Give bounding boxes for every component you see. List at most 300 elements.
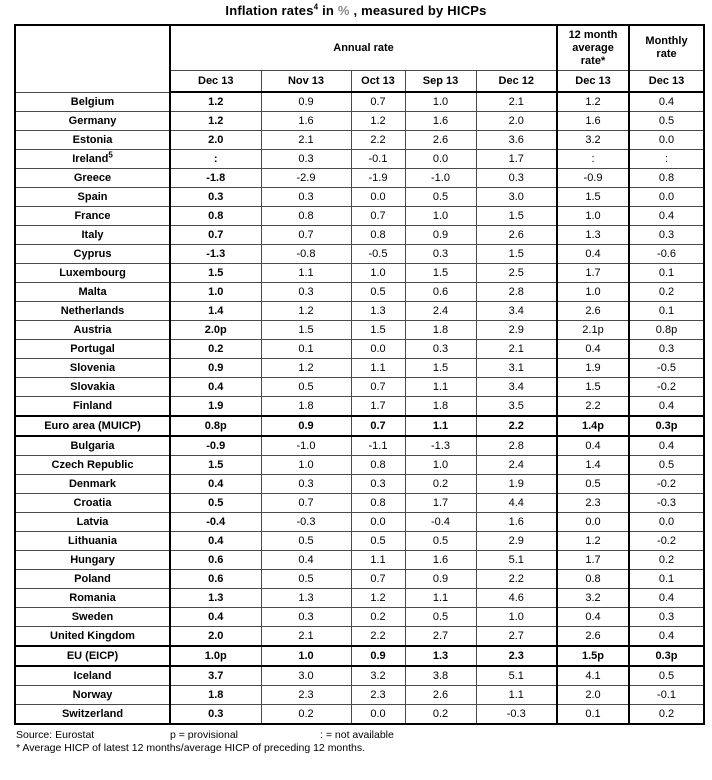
- value-cell: 2.0: [170, 627, 261, 647]
- value-cell: 2.1: [261, 627, 351, 647]
- value-cell: 0.2: [351, 608, 405, 627]
- value-cell: 0.3: [261, 475, 351, 494]
- value-cell: 0.2: [405, 475, 476, 494]
- value-cell: 1.4: [557, 456, 629, 475]
- value-cell: 2.6: [405, 686, 476, 705]
- annual-rate-header: Annual rate: [170, 25, 557, 71]
- value-cell: -0.5: [629, 359, 704, 378]
- country-cell: Netherlands: [15, 302, 170, 321]
- value-cell: 1.2: [557, 92, 629, 112]
- value-cell: 0.3: [261, 150, 351, 169]
- country-cell: Euro area (MUICP): [15, 416, 170, 436]
- value-cell: 0.4: [261, 551, 351, 570]
- value-cell: 0.1: [629, 570, 704, 589]
- value-cell: 2.3: [261, 686, 351, 705]
- value-cell: 1.0p: [170, 646, 261, 666]
- value-cell: 0.3: [629, 226, 704, 245]
- table-row: [15, 513, 704, 532]
- value-cell: 4.6: [476, 589, 557, 608]
- country-cell: United Kingdom: [15, 627, 170, 647]
- value-cell: 0.3p: [629, 416, 704, 436]
- inflation-table: [14, 24, 705, 725]
- month-header: Nov 13: [261, 71, 351, 93]
- value-cell: 0.5: [405, 188, 476, 207]
- country-cell: Hungary: [15, 551, 170, 570]
- month-header: Sep 13: [405, 71, 476, 93]
- value-cell: 1.4: [170, 302, 261, 321]
- value-cell: 0.3: [405, 245, 476, 264]
- value-cell: 0.0: [351, 705, 405, 725]
- value-cell: 3.0: [261, 666, 351, 686]
- not-available-note: : = not available: [320, 729, 394, 741]
- value-cell: 0.8: [170, 207, 261, 226]
- value-cell: 0.0: [629, 131, 704, 150]
- value-cell: 0.4: [629, 397, 704, 417]
- value-cell: -1.3: [405, 436, 476, 456]
- value-cell: 2.7: [476, 627, 557, 647]
- table-row: [15, 494, 704, 513]
- value-cell: 1.8: [405, 321, 476, 340]
- table-row: [15, 532, 704, 551]
- value-cell: 0.9: [261, 416, 351, 436]
- value-cell: 0.3: [261, 188, 351, 207]
- value-cell: -0.3: [629, 494, 704, 513]
- country-cell: Croatia: [15, 494, 170, 513]
- value-cell: 1.5: [405, 359, 476, 378]
- monthly-rate-line: rate: [656, 48, 677, 60]
- value-cell: 0.4: [629, 92, 704, 112]
- table-row: [15, 264, 704, 283]
- value-cell: 1.3: [351, 302, 405, 321]
- table-row: [15, 207, 704, 226]
- value-cell: 1.0: [557, 283, 629, 302]
- value-cell: 1.6: [557, 112, 629, 131]
- table-row: [15, 226, 704, 245]
- value-cell: 1.0: [405, 456, 476, 475]
- table-row: [15, 551, 704, 570]
- title-text: Inflation rates: [225, 3, 314, 18]
- value-cell: 1.2: [170, 92, 261, 112]
- value-cell: 0.8p: [629, 321, 704, 340]
- value-cell: 2.3: [557, 494, 629, 513]
- value-cell: 5.1: [476, 666, 557, 686]
- value-cell: 2.6: [405, 131, 476, 150]
- value-cell: 0.0: [629, 188, 704, 207]
- value-cell: 1.3: [405, 646, 476, 666]
- value-cell: 2.6: [476, 226, 557, 245]
- value-cell: 3.1: [476, 359, 557, 378]
- country-cell: Sweden: [15, 608, 170, 627]
- value-cell: 1.5: [557, 378, 629, 397]
- value-cell: 1.0: [405, 207, 476, 226]
- value-cell: 1.7: [405, 494, 476, 513]
- value-cell: 3.8: [405, 666, 476, 686]
- value-cell: :: [170, 150, 261, 169]
- value-cell: 1.5: [405, 264, 476, 283]
- country-cell: Poland: [15, 570, 170, 589]
- value-cell: 0.3: [405, 340, 476, 359]
- value-cell: 0.3p: [629, 646, 704, 666]
- value-cell: 0.2: [170, 340, 261, 359]
- country-cell: Lithuania: [15, 532, 170, 551]
- value-cell: 2.2: [351, 131, 405, 150]
- value-cell: 1.5p: [557, 646, 629, 666]
- value-cell: 0.6: [405, 283, 476, 302]
- value-cell: 2.0: [476, 112, 557, 131]
- value-cell: 0.7: [351, 416, 405, 436]
- month-header: Dec 13: [557, 71, 629, 93]
- value-cell: 0.3: [170, 188, 261, 207]
- value-cell: 0.3: [261, 283, 351, 302]
- value-cell: 1.0: [170, 283, 261, 302]
- value-cell: 0.5: [261, 378, 351, 397]
- value-cell: 1.5: [476, 207, 557, 226]
- country-cell: Bulgaria: [15, 436, 170, 456]
- value-cell: 0.9: [351, 646, 405, 666]
- value-cell: 1.1: [476, 686, 557, 705]
- value-cell: 2.5: [476, 264, 557, 283]
- value-cell: 0.8: [557, 570, 629, 589]
- value-cell: -1.0: [405, 169, 476, 188]
- table-row: [15, 589, 704, 608]
- table-row: [15, 705, 704, 725]
- table-row: [15, 188, 704, 207]
- value-cell: 1.1: [351, 359, 405, 378]
- table-row: [15, 131, 704, 150]
- value-cell: 2.3: [476, 646, 557, 666]
- country-cell: Czech Republic: [15, 456, 170, 475]
- value-cell: 1.0: [261, 646, 351, 666]
- table-row: [15, 666, 704, 686]
- country-cell: Malta: [15, 283, 170, 302]
- avg-rate-header: [557, 25, 629, 71]
- country-cell: Germany: [15, 112, 170, 131]
- value-cell: 0.3: [629, 340, 704, 359]
- value-cell: 3.2: [351, 666, 405, 686]
- header-group-row: [15, 25, 704, 71]
- value-cell: 1.5: [351, 321, 405, 340]
- value-cell: -0.2: [629, 378, 704, 397]
- value-cell: 0.4: [557, 436, 629, 456]
- value-cell: 0.9: [170, 359, 261, 378]
- country-cell: Iceland: [15, 666, 170, 686]
- value-cell: 1.8: [405, 397, 476, 417]
- value-cell: -1.0: [261, 436, 351, 456]
- value-cell: 0.0: [405, 150, 476, 169]
- table-row: [15, 608, 704, 627]
- value-cell: 2.0: [170, 131, 261, 150]
- value-cell: 0.4: [170, 475, 261, 494]
- value-cell: 2.2: [476, 416, 557, 436]
- table-row: [15, 570, 704, 589]
- value-cell: 0.1: [629, 264, 704, 283]
- value-cell: 1.9: [557, 359, 629, 378]
- table-row: [15, 150, 704, 169]
- country-cell: Slovakia: [15, 378, 170, 397]
- value-cell: 1.3: [557, 226, 629, 245]
- table-row: [15, 92, 704, 112]
- value-cell: 0.5: [405, 532, 476, 551]
- title-mid: in: [318, 3, 338, 18]
- value-cell: 1.1: [405, 416, 476, 436]
- value-cell: 0.3: [476, 169, 557, 188]
- value-cell: 0.8: [629, 169, 704, 188]
- country-cell: Denmark: [15, 475, 170, 494]
- value-cell: -0.1: [629, 686, 704, 705]
- value-cell: 0.7: [261, 494, 351, 513]
- value-cell: 2.8: [476, 436, 557, 456]
- value-cell: 2.3: [351, 686, 405, 705]
- value-cell: 0.4: [557, 608, 629, 627]
- value-cell: 1.5: [476, 245, 557, 264]
- value-cell: 4.1: [557, 666, 629, 686]
- table-row: [15, 627, 704, 647]
- value-cell: 0.8: [351, 456, 405, 475]
- country-cell: Luxembourg: [15, 264, 170, 283]
- value-cell: -0.2: [629, 532, 704, 551]
- value-cell: 2.6: [557, 627, 629, 647]
- value-cell: 1.5: [557, 188, 629, 207]
- avg-rate-line: 12 month: [568, 28, 618, 41]
- title-footnote-ref: 4: [313, 2, 319, 12]
- value-cell: 3.6: [476, 131, 557, 150]
- table-row: [15, 340, 704, 359]
- value-cell: 0.6: [170, 570, 261, 589]
- value-cell: 0.0: [351, 513, 405, 532]
- value-cell: 3.2: [557, 589, 629, 608]
- value-cell: 0.1: [261, 340, 351, 359]
- country-cell: Greece: [15, 169, 170, 188]
- country-cell: Estonia: [15, 131, 170, 150]
- value-cell: 3.0: [476, 188, 557, 207]
- value-cell: 0.7: [351, 570, 405, 589]
- value-cell: 2.1p: [557, 321, 629, 340]
- value-cell: 0.8: [351, 494, 405, 513]
- value-cell: 1.2: [261, 302, 351, 321]
- value-cell: 4.4: [476, 494, 557, 513]
- value-cell: 2.2: [351, 627, 405, 647]
- value-cell: 0.4: [629, 589, 704, 608]
- value-cell: 0.0: [351, 340, 405, 359]
- month-header: Dec 13: [629, 71, 704, 93]
- value-cell: 1.8: [170, 686, 261, 705]
- country-cell: EU (EICP): [15, 646, 170, 666]
- value-cell: 2.1: [476, 92, 557, 112]
- value-cell: 0.0: [351, 188, 405, 207]
- value-cell: 0.6: [170, 551, 261, 570]
- value-cell: 0.2: [629, 551, 704, 570]
- value-cell: 0.8: [351, 226, 405, 245]
- value-cell: -0.9: [170, 436, 261, 456]
- value-cell: 0.4: [557, 340, 629, 359]
- value-cell: 1.2: [261, 359, 351, 378]
- value-cell: 2.0p: [170, 321, 261, 340]
- value-cell: -1.8: [170, 169, 261, 188]
- table-row: [15, 686, 704, 705]
- value-cell: 0.9: [405, 226, 476, 245]
- value-cell: 0.5: [351, 532, 405, 551]
- table-row: [15, 245, 704, 264]
- value-cell: 0.2: [629, 283, 704, 302]
- month-header: Dec 12: [476, 71, 557, 93]
- value-cell: -0.4: [170, 513, 261, 532]
- country-cell: Austria: [15, 321, 170, 340]
- table-row: [15, 475, 704, 494]
- value-cell: 2.8: [476, 283, 557, 302]
- value-cell: 0.0: [629, 513, 704, 532]
- monthly-rate-line: Monthly: [645, 35, 688, 47]
- table-row: [15, 646, 704, 666]
- value-cell: 0.2: [629, 705, 704, 725]
- value-cell: 0.7: [261, 226, 351, 245]
- value-cell: 2.9: [476, 532, 557, 551]
- value-cell: 2.1: [476, 340, 557, 359]
- table-row: [15, 416, 704, 436]
- table-row: [15, 283, 704, 302]
- value-cell: 1.6: [476, 513, 557, 532]
- value-cell: 0.8p: [170, 416, 261, 436]
- value-cell: 2.1: [261, 131, 351, 150]
- country-cell: Ireland$^5$: [15, 150, 170, 169]
- value-cell: 1.3: [170, 589, 261, 608]
- country-cell: Cyprus: [15, 245, 170, 264]
- table-body: [15, 92, 704, 724]
- value-cell: 0.4: [170, 532, 261, 551]
- footnote-line-1: [16, 729, 712, 742]
- value-cell: 3.7: [170, 666, 261, 686]
- value-cell: 0.4: [170, 608, 261, 627]
- value-cell: -0.3: [476, 705, 557, 725]
- value-cell: 2.7: [405, 627, 476, 647]
- country-footnote-ref: 5: [108, 150, 113, 160]
- value-cell: 0.5: [261, 570, 351, 589]
- provisional-note: p = provisional: [170, 729, 238, 741]
- value-cell: -0.9: [557, 169, 629, 188]
- value-cell: 0.3: [170, 705, 261, 725]
- value-cell: 1.3: [261, 589, 351, 608]
- value-cell: 1.0: [261, 456, 351, 475]
- value-cell: 0.5: [629, 456, 704, 475]
- value-cell: 0.2: [405, 705, 476, 725]
- country-cell: Spain: [15, 188, 170, 207]
- value-cell: 3.5: [476, 397, 557, 417]
- value-cell: 1.0: [476, 608, 557, 627]
- country-cell: Portugal: [15, 340, 170, 359]
- value-cell: 0.5: [261, 532, 351, 551]
- value-cell: 3.4: [476, 378, 557, 397]
- average-hicp-note: * Average HICP of latest 12 months/average HICP of preceding 12 months.: [16, 742, 366, 754]
- value-cell: 0.7: [170, 226, 261, 245]
- table-row: [15, 169, 704, 188]
- value-cell: 0.5: [629, 112, 704, 131]
- value-cell: 1.6: [405, 551, 476, 570]
- value-cell: 0.0: [557, 513, 629, 532]
- value-cell: 0.9: [405, 570, 476, 589]
- month-header: Oct 13: [351, 71, 405, 93]
- value-cell: 0.4: [629, 436, 704, 456]
- table-row: [15, 436, 704, 456]
- value-cell: 5.1: [476, 551, 557, 570]
- country-cell: Romania: [15, 589, 170, 608]
- value-cell: -0.1: [351, 150, 405, 169]
- value-cell: 0.5: [351, 283, 405, 302]
- page-title: [0, 0, 712, 24]
- month-header: Dec 13: [170, 71, 261, 93]
- value-cell: 0.7: [351, 207, 405, 226]
- table-row: [15, 302, 704, 321]
- value-cell: 1.1: [351, 551, 405, 570]
- value-cell: 1.7: [557, 551, 629, 570]
- monthly-rate-header: [629, 25, 704, 71]
- value-cell: :: [557, 150, 629, 169]
- value-cell: 0.5: [557, 475, 629, 494]
- value-cell: -1.3: [170, 245, 261, 264]
- avg-rate-line: average: [572, 41, 614, 54]
- country-cell: Latvia: [15, 513, 170, 532]
- value-cell: -0.3: [261, 513, 351, 532]
- title-suffix: , measured by HICPs: [349, 3, 487, 18]
- value-cell: -0.2: [629, 475, 704, 494]
- table-row: [15, 456, 704, 475]
- value-cell: -0.8: [261, 245, 351, 264]
- value-cell: 1.2: [170, 112, 261, 131]
- value-cell: 1.7: [557, 264, 629, 283]
- value-cell: 0.5: [405, 608, 476, 627]
- value-cell: 2.4: [476, 456, 557, 475]
- table-row: [15, 359, 704, 378]
- value-cell: 0.7: [351, 378, 405, 397]
- footnotes: [16, 729, 712, 755]
- country-cell: France: [15, 207, 170, 226]
- value-cell: 1.2: [557, 532, 629, 551]
- value-cell: -0.4: [405, 513, 476, 532]
- value-cell: 2.2: [476, 570, 557, 589]
- value-cell: 1.7: [476, 150, 557, 169]
- value-cell: 1.9: [170, 397, 261, 417]
- value-cell: -1.9: [351, 169, 405, 188]
- value-cell: 0.3: [351, 475, 405, 494]
- value-cell: 1.0: [351, 264, 405, 283]
- value-cell: 2.2: [557, 397, 629, 417]
- value-cell: -0.6: [629, 245, 704, 264]
- value-cell: 0.7: [351, 92, 405, 112]
- value-cell: 1.2: [351, 589, 405, 608]
- value-cell: 0.4: [629, 207, 704, 226]
- value-cell: 0.3: [261, 608, 351, 627]
- value-cell: 2.0: [557, 686, 629, 705]
- country-cell: Italy: [15, 226, 170, 245]
- country-cell: Switzerland: [15, 705, 170, 725]
- value-cell: 0.5: [629, 666, 704, 686]
- value-cell: 1.9: [476, 475, 557, 494]
- value-cell: 3.2: [557, 131, 629, 150]
- value-cell: 1.0: [557, 207, 629, 226]
- country-cell: Slovenia: [15, 359, 170, 378]
- avg-rate-line: rate*: [580, 54, 606, 67]
- value-cell: 0.1: [629, 302, 704, 321]
- percent-sign: %: [337, 3, 350, 18]
- value-cell: 2.4: [405, 302, 476, 321]
- value-cell: 2.9: [476, 321, 557, 340]
- value-cell: 1.5: [170, 264, 261, 283]
- value-cell: 1.8: [261, 397, 351, 417]
- table-row: [15, 321, 704, 340]
- value-cell: 1.4p: [557, 416, 629, 436]
- value-cell: 0.2: [261, 705, 351, 725]
- value-cell: 1.5: [261, 321, 351, 340]
- value-cell: 0.4: [557, 245, 629, 264]
- value-cell: 0.3: [629, 608, 704, 627]
